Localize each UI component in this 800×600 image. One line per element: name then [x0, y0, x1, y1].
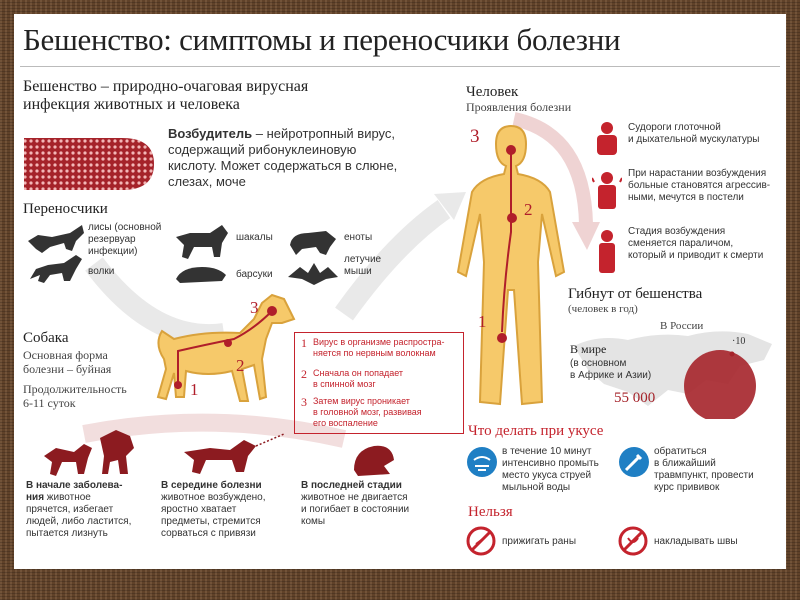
intro-text: Бешенство – природно-очаговая вирусная инфекция животных и человека: [23, 78, 309, 113]
human-step-3-marker: 3: [470, 126, 480, 147]
deaths-heading: Гибнут от бешенства: [568, 286, 703, 302]
bite-clinic-text: обратиться в ближайший травмпункт, провести курс прививок: [654, 446, 754, 493]
stage-early: В начале заболева- ния животное прячется, избегает людей, либо ластится, пытается лизнуть: [26, 480, 132, 539]
world-label: В мире: [570, 342, 607, 356]
badger-label: барсуки: [236, 269, 273, 280]
bubble-russia: [730, 352, 735, 357]
dog-steps-box: 1 Вирус в организме распростра- няется по нервным волокнам 2 Сначала он попадает в спинной мозг 3 Затем вирус проникает в головной мозг, развивая его воспаление: [294, 332, 464, 434]
raccoon-bat-icons: [286, 219, 341, 289]
fox-wolf-icons: [24, 219, 89, 289]
russia-value: ·10: [732, 336, 746, 347]
dog-step-2-marker: 2: [236, 356, 245, 375]
human-subheading: Проявления болезни: [466, 100, 572, 114]
bubble-world: [684, 350, 756, 419]
fox-label: лисы (основной резервуар инфекции): [88, 222, 162, 257]
bite-heading: Что делать при укусе: [468, 423, 604, 439]
pathogen-text: Возбудитель – нейротропный вирус, содержащий рибонуклеиновую кислоту. Может содержаться в слюне, слезах, моче: [168, 126, 398, 189]
human-body-illustration: [446, 122, 576, 412]
human-step-2-marker: 2: [524, 200, 533, 219]
dog-step-3-marker: 3: [250, 298, 259, 317]
stage-last: В последней стадии животное не двигается и погибает в состоянии комы: [301, 480, 410, 527]
human-heading: Человек: [466, 84, 519, 100]
infographic: [14, 14, 786, 569]
syringe-icon: [618, 446, 650, 478]
virus-illustration: [22, 132, 157, 196]
page-title: Бешенство: симптомы и переносчики болезни: [23, 22, 621, 57]
carriers-heading: Переносчики: [23, 201, 108, 217]
never-stitch-text: накладывать швы: [654, 536, 738, 547]
raccoon-label: еноты: [344, 232, 373, 243]
wash-icon: [466, 446, 498, 478]
jackal-badger-icons: [172, 219, 232, 289]
bat-label: летучие мыши: [344, 254, 382, 277]
dog-heading: Собака: [23, 330, 69, 346]
jackal-label: шакалы: [236, 232, 273, 243]
dog-step-1-marker: 1: [190, 380, 199, 399]
no-burn-icon: [466, 526, 496, 556]
dog-description: Основная форма болезни – буйная: [23, 348, 112, 376]
wolf-label: волки: [88, 266, 115, 277]
dog-duration: Продолжительность 6-11 суток: [23, 382, 127, 410]
world-value: 55 000: [614, 390, 656, 406]
never-burn-text: прижигать раны: [502, 536, 577, 547]
russia-label: В России: [660, 320, 704, 332]
deaths-subheading: (человек в год): [568, 303, 638, 315]
never-heading: Нельзя: [468, 504, 513, 520]
no-stitch-icon: [618, 526, 648, 556]
world-note: (в основном в Африке и Азии): [570, 358, 652, 381]
symptom-convulsions: Судороги глоточной и дыхательной мускулатуры: [628, 122, 760, 145]
disease-stage-illustrations: [34, 426, 434, 481]
stage-middle: В середине болезни животное возбуждено, яростно хватает предметы, стремится сорваться с привязи: [161, 480, 266, 539]
bite-wash-text: в течение 10 минут интенсивно промыть место укуса струей мыльной воды: [502, 446, 599, 493]
symptom-icons: [592, 118, 622, 278]
symptom-paralysis: Стадия возбуждения сменяется параличом, который и приводит к смерти: [628, 226, 764, 261]
dog-illustration: [144, 289, 304, 434]
human-step-1-marker: 1: [478, 312, 487, 331]
symptom-aggression: При нарастании возбуждения больные становятся агрессив- ными, мечутся в постели: [628, 168, 771, 203]
